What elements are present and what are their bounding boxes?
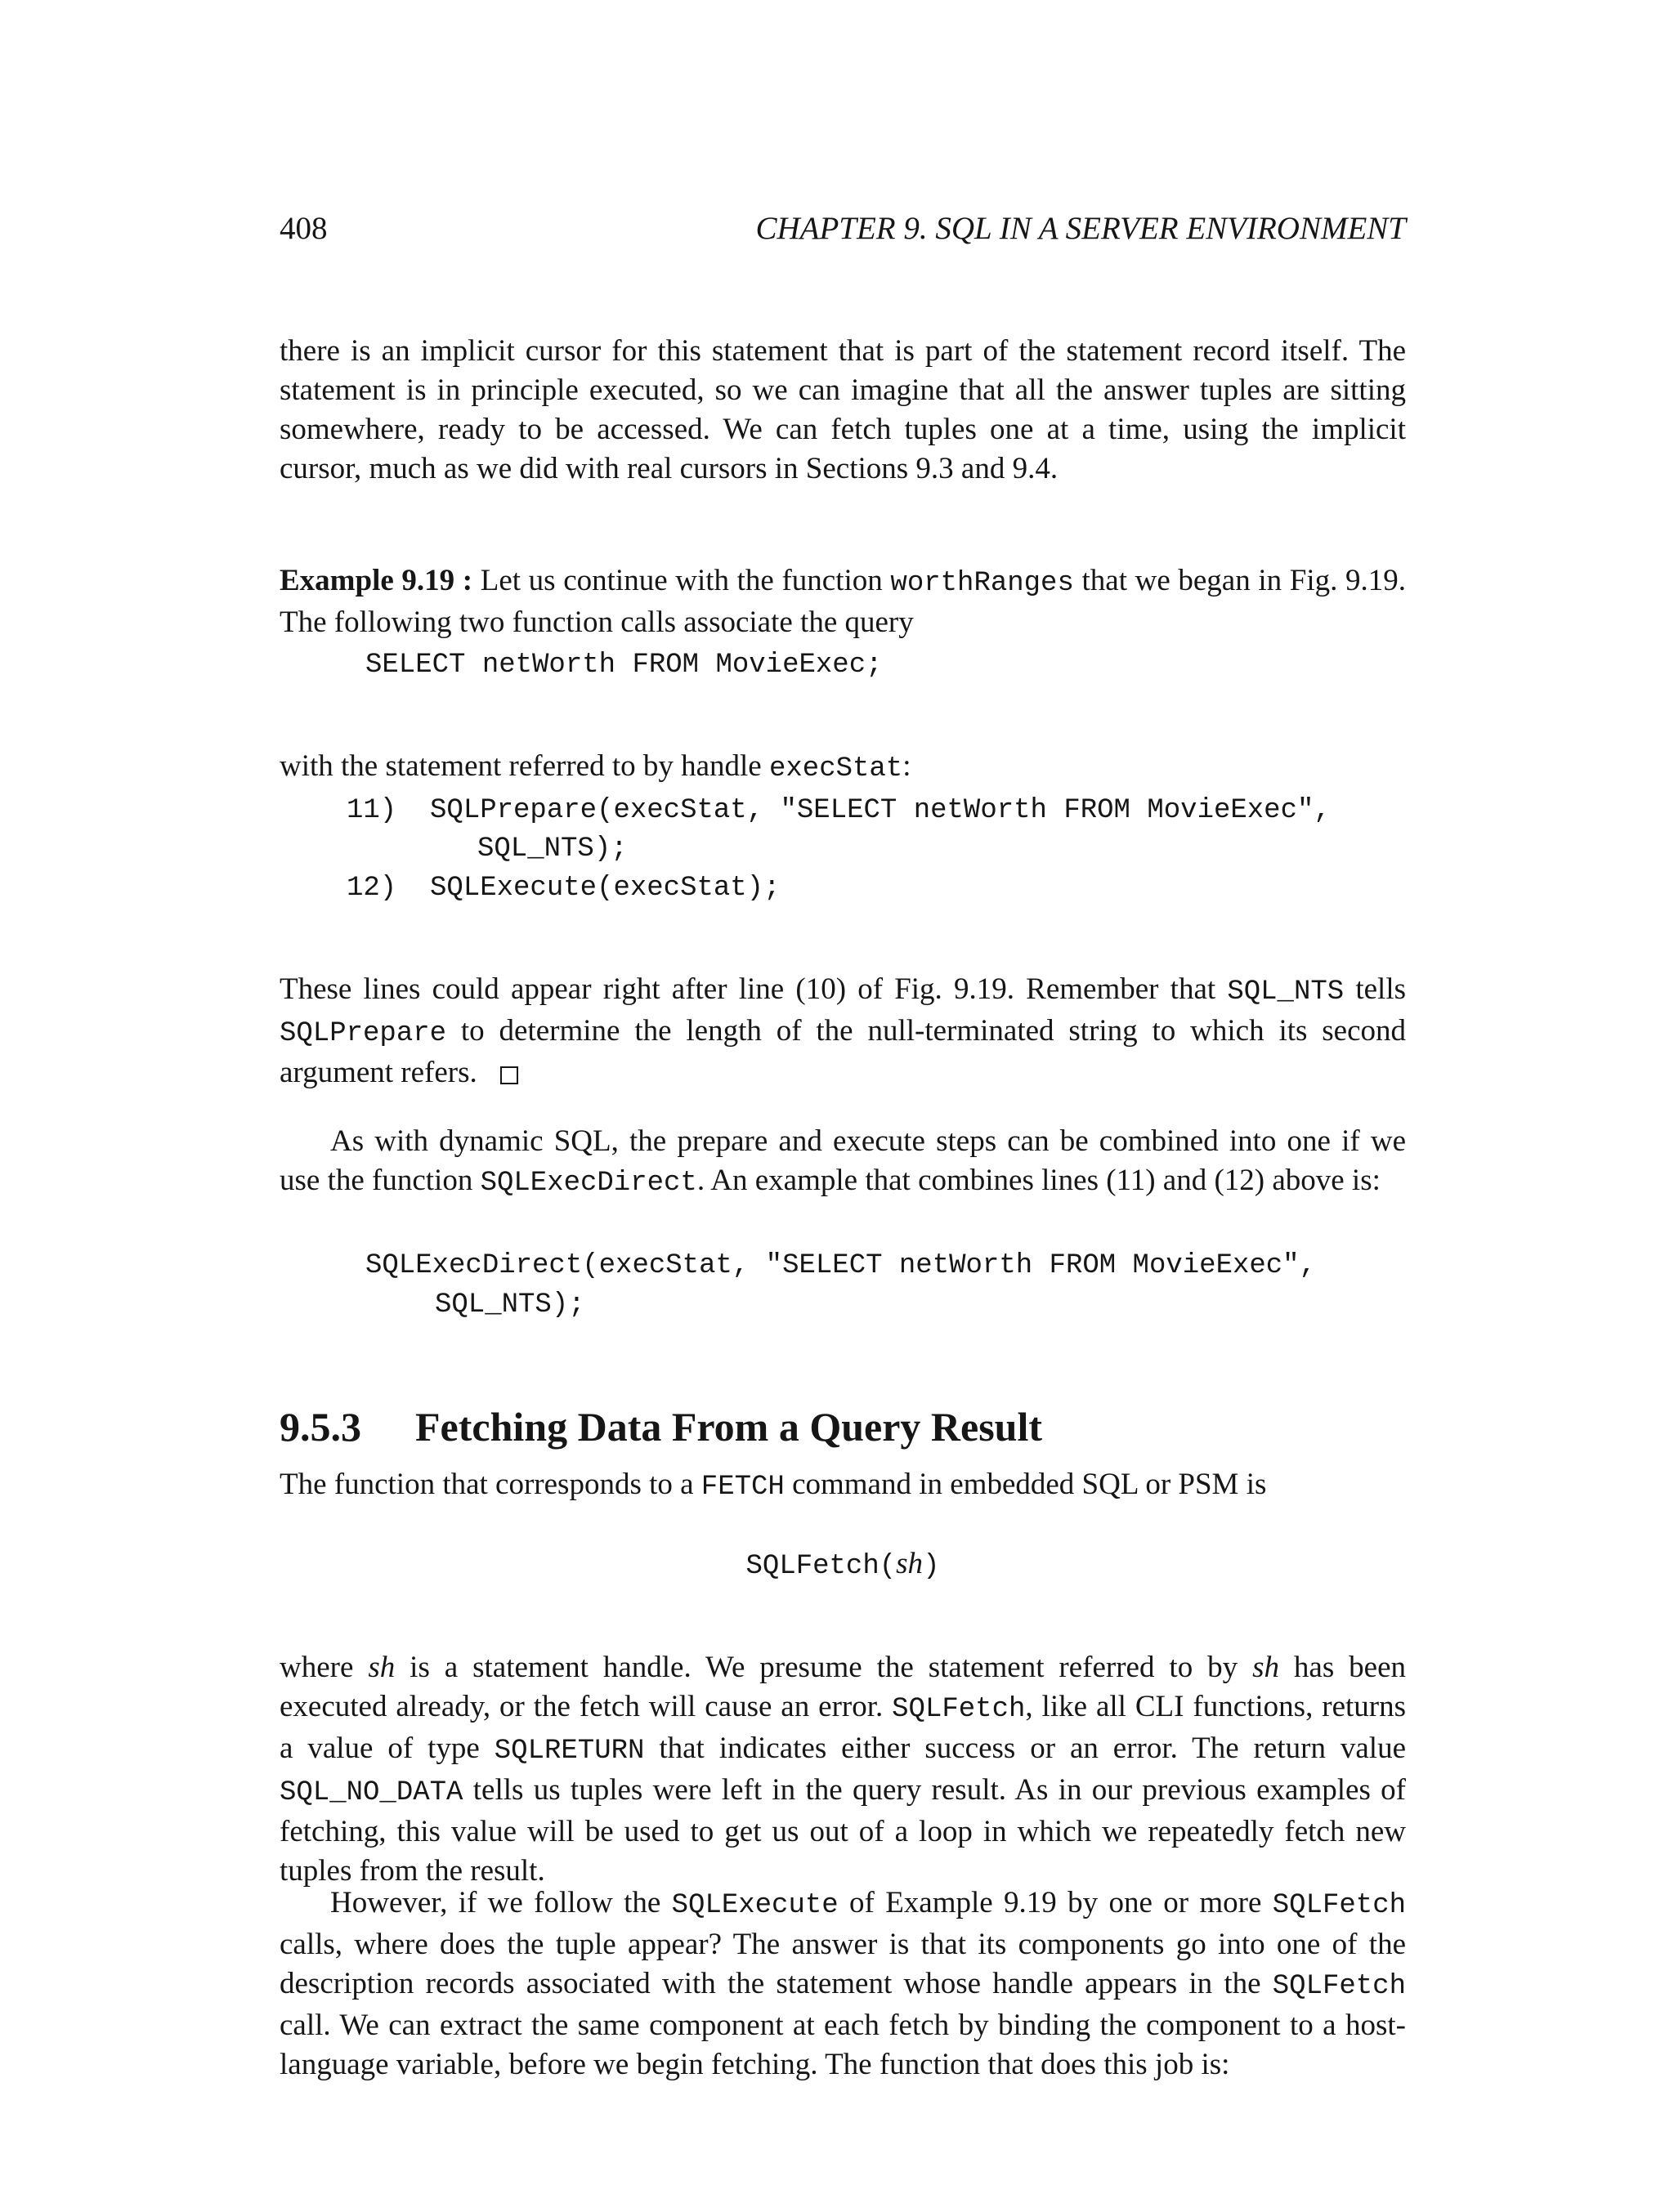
sqlreturn-code: SQLRETURN — [494, 1736, 645, 1767]
sql-nts-explanation-paragraph — [280, 970, 1406, 1093]
fetch-function-text-end: command in embedded SQL or PSM is — [784, 1468, 1267, 1501]
sqlexecute-code: SQLExecute — [671, 1890, 839, 1921]
fetch-function-paragraph — [280, 1465, 1406, 1507]
however-text-1: However, if we follow the — [330, 1886, 672, 1919]
sqlfetch-display-function: SQLFetch( — [745, 1551, 897, 1582]
sqlfetch-display-close: ) — [923, 1551, 940, 1582]
select-query-code: SELECT netWorth FROM MovieExec; — [365, 650, 883, 681]
fetch-code: FETCH — [700, 1472, 785, 1503]
code-line-12: 12) SQLExecute(execStat); — [347, 873, 781, 904]
combines-lines-text: . An example that combines lines (11) and (12) above is: — [696, 1164, 1381, 1197]
where-text-start: where — [280, 1651, 369, 1684]
where-text-5: that indicates either success or an error. The return value — [644, 1732, 1407, 1765]
execdirect-code-line-2: SQL_NTS); — [435, 1289, 585, 1320]
page-number: 408 — [280, 211, 328, 246]
example-text-end: that we began in Fig. 9.19. The following two function calls associate the query — [280, 564, 1406, 639]
where-text-2: is a statement handle. We presume the statement referred to by — [395, 1651, 1253, 1684]
however-text-4: call. We can extract the same component at each fetch by binding the component to a host-language variable, before we begin fetching. The function that does this job is: — [280, 2009, 1406, 2081]
dynamic-sql-text: As with dynamic SQL, the prepare and execute steps can be combined into one if we use the function — [280, 1124, 1406, 1197]
example-text-start: Let us continue with the function — [472, 564, 891, 597]
page-header — [280, 208, 1406, 257]
sqlfetch-code-2: SQLFetch — [1272, 1890, 1407, 1921]
statement-handle-colon: : — [902, 749, 911, 783]
sql-nts-code: SQL_NTS — [1227, 976, 1345, 1008]
chapter-running-title: CHAPTER 9. SQL IN A SERVER ENVIRONMENT — [755, 211, 1406, 246]
execdirect-code-line-1: SQLExecDirect(execStat, "SELECT netWorth FROM MovieExec", — [365, 1250, 1316, 1281]
statement-handle-paragraph — [280, 747, 1406, 789]
end-square-icon — [500, 1066, 518, 1084]
fetch-function-text-start: The function that corresponds to a — [280, 1468, 701, 1501]
statement-handle-definition-paragraph — [280, 1648, 1406, 1891]
section-title: Fetching Data From a Query Result — [415, 1403, 1043, 1450]
worthranges-code: worthRanges — [890, 568, 1074, 599]
statement-handle-text: with the statement referred to by handle — [280, 749, 769, 783]
where-text-4: , like all CLI functions, returns a value of type — [280, 1690, 1406, 1765]
null-terminated-text: to determine the length of the null-terminated string to which its second argument refers. — [280, 1014, 1406, 1089]
these-lines-text: These lines could appear right after line (10) of Fig. 9.19. Remember that — [280, 972, 1228, 1006]
however-text-3: calls, where does the tuple appear? The answer is that its components go into one of the description records associated with the statement whose handle appears in the — [280, 1928, 1406, 2000]
code-line-11-continuation: SQL_NTS); — [477, 833, 628, 865]
section-heading — [280, 1401, 1406, 1452]
tells-text: tells — [1344, 972, 1406, 1006]
dynamic-sql-paragraph — [280, 1122, 1406, 1203]
section-number: 9.5.3 — [280, 1403, 361, 1450]
intro-paragraph: there is an implicit cursor for this statement that is part of the statement record itself. The statement is in principle executed, so we can imagine that all the answer tuples are sitting somewhere, ready to be accessed. We can fetch tuples one at a time, using the implicit cursor, much as we did with real cursors in Sections 9.3 and 9.4. — [280, 334, 1406, 485]
example-paragraph — [280, 561, 1406, 642]
sqlfetch-code-3: SQLFetch — [1272, 1971, 1406, 2002]
execstat-code: execStat — [768, 753, 903, 784]
sqlexecdirect-code: SQLExecDirect — [480, 1168, 697, 1199]
however-paragraph — [280, 1884, 1406, 2085]
code-line-11: 11) SQLPrepare(execStat, "SELECT netWorth FROM MovieExec", — [347, 795, 1331, 826]
sqlfetch-display-argument: sh — [896, 1547, 924, 1580]
where-text-6: tells us tuples were left in the query result. As in our previous examples of fetching, this value will be used to get us out of a loop in which we repeatedly fetch new tuples from the result. — [280, 1773, 1406, 1888]
where-text-3: has been executed already, or the fetch will cause an error. — [280, 1651, 1406, 1723]
however-text-2: of Example 9.19 by one or more — [838, 1886, 1273, 1919]
sqlfetch-display — [280, 1544, 1406, 1586]
sh-variable: sh — [368, 1651, 396, 1684]
sh-variable-2: sh — [1252, 1651, 1279, 1684]
sql-no-data-code: SQL_NO_DATA — [280, 1777, 463, 1808]
example-label: Example 9.19 : — [280, 564, 473, 597]
sqlfetch-code: SQLFetch — [892, 1694, 1026, 1725]
sqlprepare-code: SQLPrepare — [280, 1018, 447, 1049]
